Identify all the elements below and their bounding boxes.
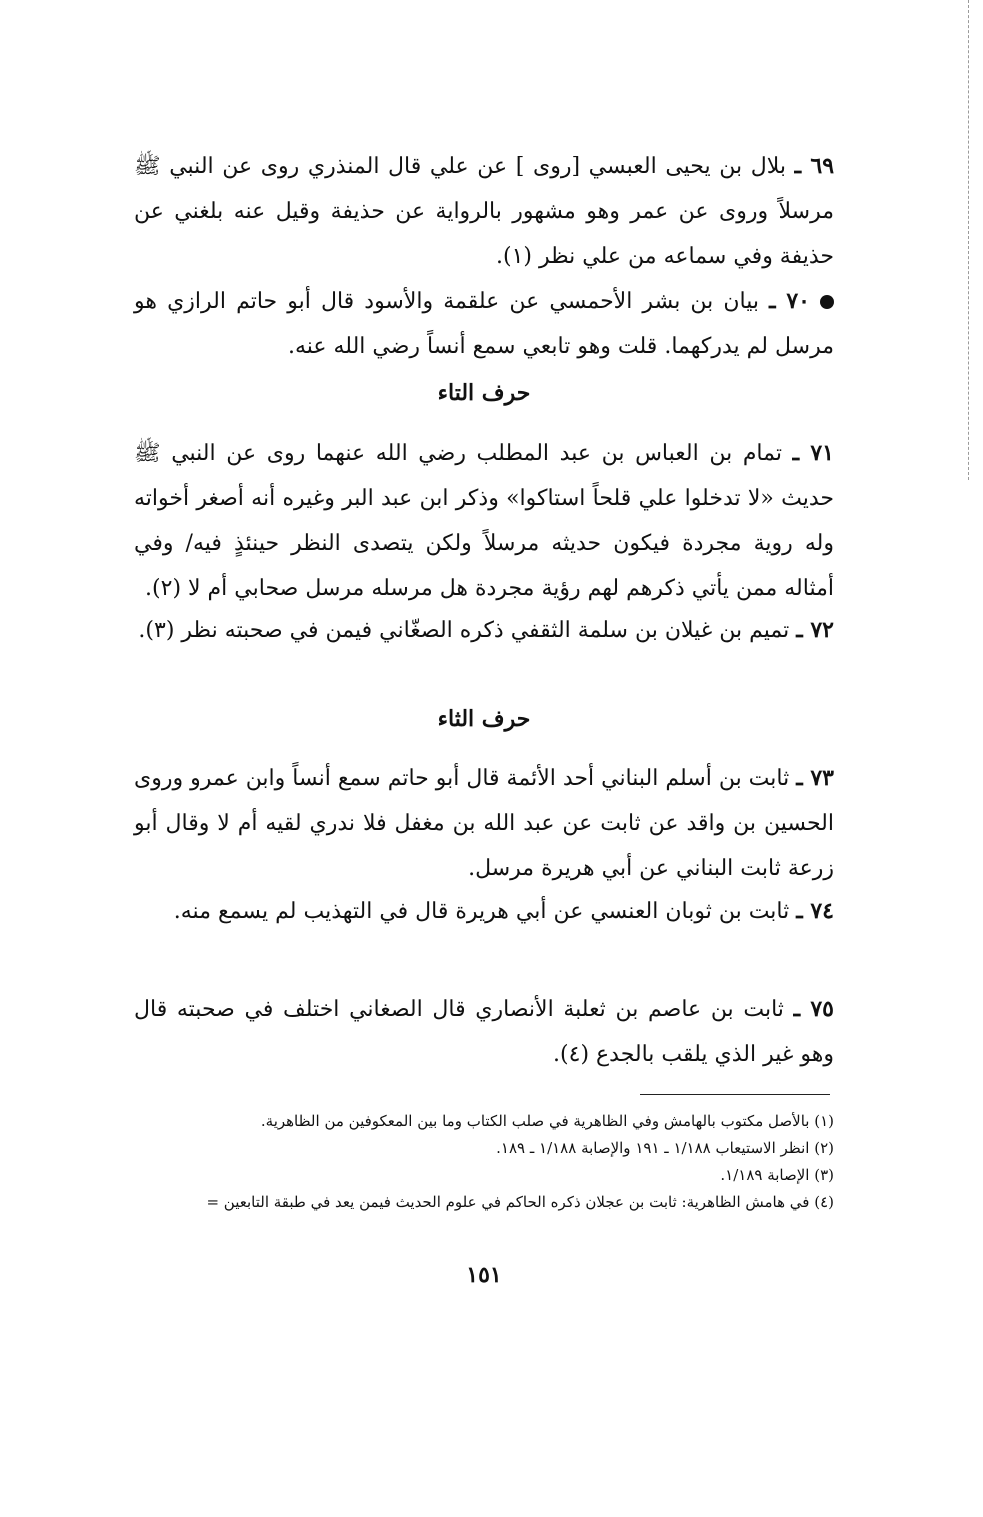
section-heading-ta: حرف التاء [437, 380, 531, 406]
entry-69 [134, 144, 834, 279]
entry-number: ٧٣ ـ [796, 765, 834, 791]
entry-71 [134, 431, 834, 611]
entry-text: بيان بن بشر الأحمسي عن علقمة والأسود قال أبو حاتم الرازي هو مرسل لم يدركهما. قلت وهو تابعي سمع أنساً رضي الله عنه. [134, 289, 834, 359]
entry-text: بلال بن يحيى العبسي [روى ] عن علي قال المنذري روى عن النبي ﷺ مرسلاً وروى عن عمر وهو مشهور بالرواية عن حذيفة وقيل عنه بلغني عن حذيفة وفي سماعه من علي نظر (١). [134, 154, 834, 269]
entry-number: ٧٤ ـ [796, 898, 834, 924]
entry-text: ثابت بن أسلم البناني أحد الأئمة قال أبو حاتم سمع أنساً وابن عمرو وروى الحسين بن واقد عن ثابت عن عبد الله بن مغفل فلا ندري لقيه أم لا وقال أبو زرعة ثابت البناني عن أبي هريرة مرسل. [134, 766, 834, 881]
entry-75 [134, 987, 834, 1077]
footnote-2: (٢) انظر الاستيعاب ١/١٨٨ ـ ١٩١ والإصابة ١/١٨٨ ـ ١٨٩. [496, 1139, 834, 1157]
entry-number: ٧٠ ـ [769, 288, 810, 314]
section-heading-tha: حرف الثاء [437, 706, 531, 732]
entry-number: ٧١ ـ [792, 440, 834, 466]
footnote-3: (٣) الإصابة ١/١٨٩. [720, 1166, 834, 1184]
footnote-1: (١) بالأصل مكتوب بالهامش وفي الظاهرية في صلب الكتاب وما بين المعكوفين من الظاهرية. [260, 1112, 834, 1130]
entry-72 [134, 608, 834, 653]
entry-70 [134, 279, 834, 369]
entry-number: ٧٢ ـ [796, 617, 834, 643]
footnote-4: (٤) في هامش الظاهرية: ثابت بن عجلان ذكره الحاكم في علوم الحديث فيمن يعد في طبقة التابعين = [206, 1193, 834, 1211]
footnotes [134, 1108, 834, 1216]
entry-text: تميم بن غيلان بن سلمة الثقفي ذكره الصغّاني فيمن في صحبته نظر (٣). [138, 618, 790, 643]
bullet-dot-icon [820, 295, 834, 309]
entry-73 [134, 756, 834, 891]
page-number: ١٥١ [466, 1262, 502, 1288]
entry-text: ثابت بن عاصم بن ثعلبة الأنصاري قال الصغاني اختلف في صحبته قال وهو غير الذي يلقب بالجدع (٤). [134, 997, 834, 1067]
entry-text: تمام بن العباس بن عبد المطلب رضي الله عنهما روى عن النبي ﷺ حديث «لا تدخلوا علي قلحاً استاكوا» وذكر ابن عبد البر وغيره أنه أصغر أخواته وله روية مجردة فيكون حديثه مرسلاً ولكن يتصدى النظر حينئذٍ فيه/ وفي أمثاله ممن يأتي ذكرهم لهم رؤية مجردة هل مرسله مرسل صحابي أم لا (٢). [134, 441, 834, 601]
entry-number: ٦٩ ـ [794, 153, 835, 179]
footnote-separator [640, 1094, 830, 1095]
scan-edge-line [968, 0, 969, 480]
entry-number: ٧٥ ـ [793, 996, 834, 1022]
entry-text: ثابت بن ثوبان العنسي عن أبي هريرة قال في التهذيب لم يسمع منه. [173, 899, 790, 924]
entry-74 [134, 889, 834, 934]
